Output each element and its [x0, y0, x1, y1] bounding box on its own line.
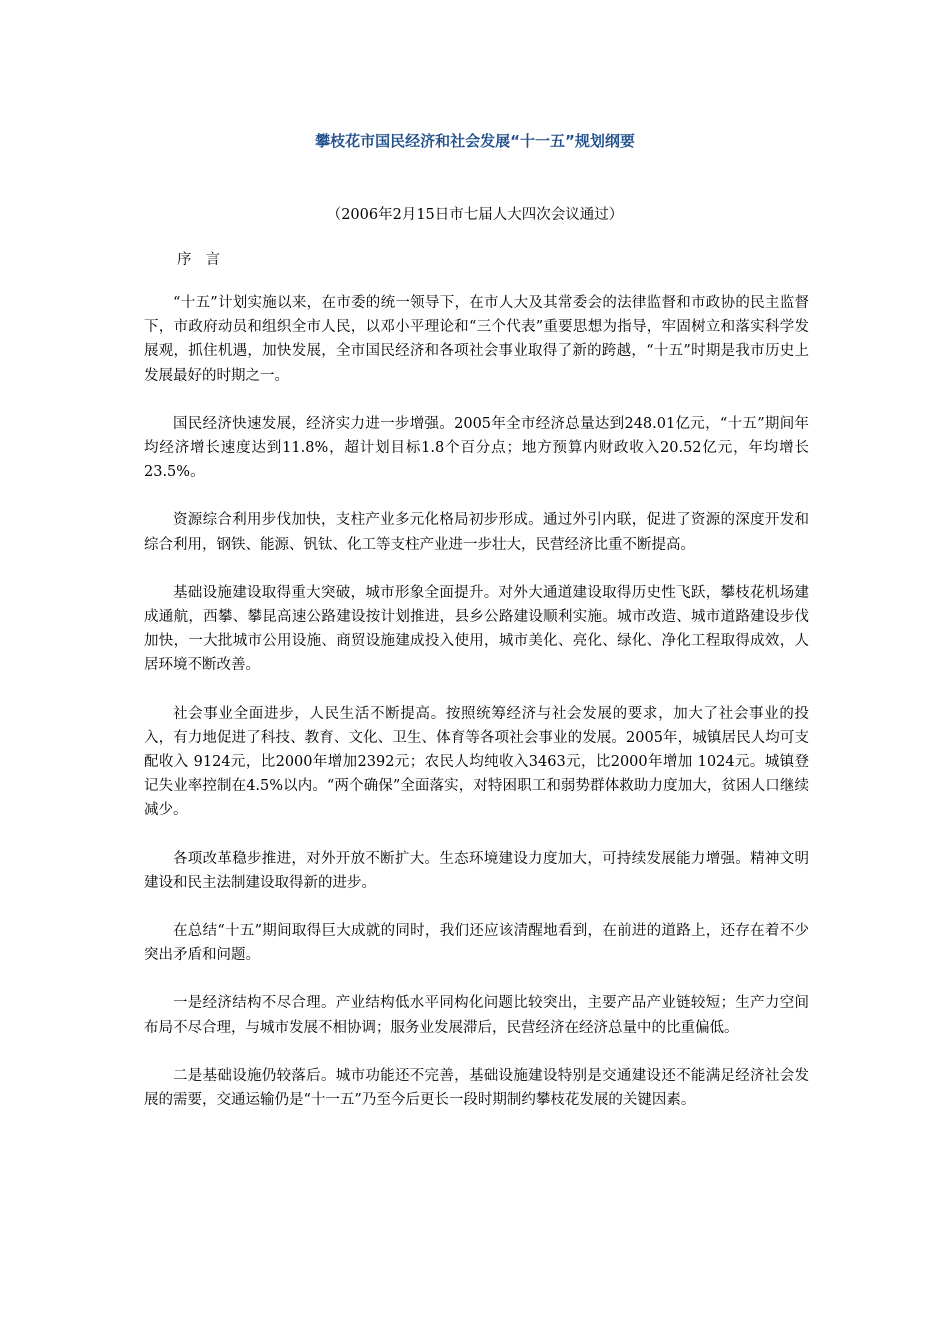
document-subtitle: （2006年2月15日市七届人大四次会议通过）	[326, 207, 624, 223]
paragraph-7: 在总结“十五”期间取得巨大成就的同时，我们还应该清醒地看到，在前进的道路上，还存在着不少突出矛盾和问题。	[144, 923, 809, 964]
document-body	[144, 291, 809, 1136]
paragraph-8: 一是经济结构不尽合理。产业结构低水平同构化问题比较突出，主要产品产业链较短；生产力空间布局不尽合理，与城市发展不相协调；服务业发展滞后，民营经济在经济总量中的比重偏低。	[144, 995, 809, 1036]
paragraph-5: 社会事业全面进步，人民生活不断提高。按照统筹经济与社会发展的要求，加大了社会事业的投入，有力地促进了科技、教育、文化、卫生、体育等各项社会事业的发展。2005年，城镇居民人均可支配收入 9124元，比2000年增加2392元；农民人均纯收入3463元，比2000年增加 1024元。城镇登记失业率控制在4.5%以内。“两个确保”全面落实，对特困职工和弱势群体救助力度加大，贫困人口继续减少。	[144, 705, 809, 819]
paragraph-9: 二是基础设施仍较落后。城市功能还不完善，基础设施建设特别是交通建设还不能满足经济社会发展的需要，交通运输仍是“十一五”乃至今后更长一段时期制约攀枝花发展的关键因素。	[144, 1067, 809, 1109]
paragraph-2: 国民经济快速发展，经济实力进一步增强。2005年全市经济总量达到248.01亿元，“十五”期间年均经济增长速度达到11.8%，超计划目标1.8个百分点；地方预算内财政收入20.52亿元，年均增长23.5%。	[144, 415, 809, 481]
paragraph-1: “十五”计划实施以来，在市委的统一领导下，在市人大及其常委会的法律监督和市政协的民主监督下，市政府动员和组织全市人民，以邓小平理论和“三个代表”重要思想为指导，牢固树立和落实科学发展观，抓住机遇，加快发展，全市国民经济和各项社会事业取得了新的跨越，“十五”时期是我市历史上发展最好的时期之一。	[144, 295, 809, 384]
paragraph-6: 各项改革稳步推进，对外开放不断扩大。生态环境建设力度加大，可持续发展能力增强。精神文明建设和民主法制建设取得新的进步。	[144, 850, 809, 891]
document-title: 攀枝花市国民经济和社会发展“十一五”规划纲要	[315, 132, 635, 150]
preface-heading: 序言	[177, 252, 234, 268]
paragraph-3: 资源综合利用步伐加快，支柱产业多元化格局初步形成。通过外引内联，促进了资源的深度开发和综合利用，钢铁、能源、钒钛、化工等支柱产业进一步壮大，民营经济比重不断提高。	[144, 512, 809, 553]
paragraph-4: 基础设施建设取得重大突破，城市形象全面提升。对外大通道建设取得历史性飞跃，攀枝花机场建成通航，西攀、攀昆高速公路建设按计划推进，县乡公路建设顺利实施。城市改造、城市道路建设步伐加快，一大批城市公用设施、商贸设施建成投入使用，城市美化、亮化、绿化、净化工程取得成效，人居环境不断改善。	[144, 584, 809, 674]
